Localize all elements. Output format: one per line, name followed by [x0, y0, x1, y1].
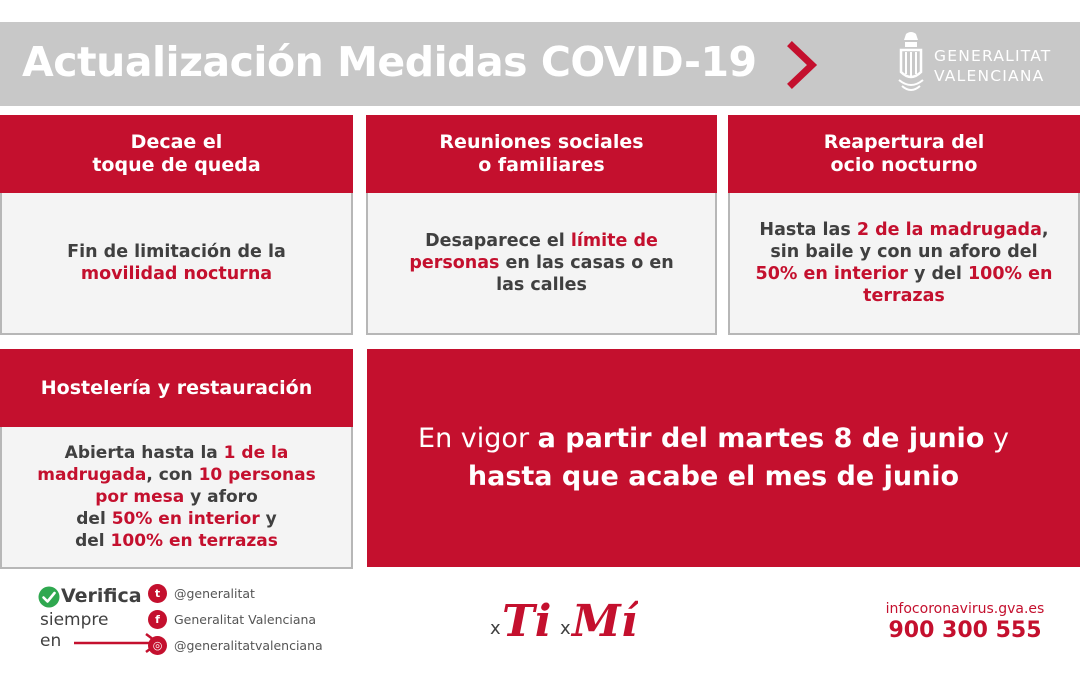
coat-of-arms-icon — [896, 30, 926, 96]
card-reuniones-sociales — [366, 115, 717, 335]
card-title: Decae el toque de queda — [0, 115, 353, 193]
validity-line-1: En vigor a partir del martes 8 de junio y — [418, 423, 1009, 454]
verify-block — [38, 585, 148, 655]
card-body-text — [67, 241, 286, 285]
generalitat-logo-text: GENERALITAT VALENCIANA — [934, 47, 1052, 85]
body-text: las calles — [496, 275, 587, 295]
highlight-text: 100% en terrazas — [110, 531, 278, 551]
card-body — [2, 193, 351, 333]
card-body-text — [409, 230, 673, 296]
highlight-text: 50% en interior — [755, 264, 908, 284]
header-banner — [0, 22, 1080, 106]
card-body — [2, 427, 351, 567]
social-handle: Generalitat Valenciana — [174, 611, 317, 627]
social-handle: @generalitat — [174, 585, 255, 601]
body-text: y — [259, 509, 277, 529]
body-text: del — [76, 509, 112, 529]
card-title: Reapertura del ocio nocturno — [728, 115, 1080, 193]
verify-siempre: siempre — [40, 610, 109, 630]
contact-phone[interactable]: 900 300 555 — [888, 618, 1042, 643]
body-text: en las casas o en — [499, 253, 674, 273]
social-facebook[interactable] — [148, 609, 348, 629]
generalitat-logo — [896, 30, 1066, 98]
twitter-icon: t — [148, 584, 167, 603]
body-text: del — [75, 531, 111, 551]
highlight-text: 50% en interior — [111, 509, 260, 529]
verify-en: en — [40, 631, 62, 651]
body-text: y aforo — [184, 487, 258, 507]
body-text: , — [1041, 220, 1049, 240]
card-body — [368, 193, 715, 333]
highlight-text: 10 personas — [198, 465, 316, 485]
highlight-text: 100% en — [967, 264, 1053, 284]
highlight-text: límite de — [570, 231, 658, 251]
campaign-x2: x — [560, 618, 571, 639]
card-body-text — [37, 442, 315, 552]
social-twitter[interactable] — [148, 583, 348, 603]
page-title: Actualización Medidas COVID-19 — [22, 38, 757, 86]
body-text: y del — [907, 264, 968, 284]
card-ocio-nocturno — [728, 115, 1080, 335]
social-handle: @generalitatvalenciana — [174, 637, 323, 653]
facebook-icon: f — [148, 610, 167, 629]
body-text: Fin de limitación de la — [67, 242, 286, 262]
check-circle-icon — [38, 586, 60, 608]
campaign-x1: x — [490, 618, 501, 639]
campaign-mi: Mí — [572, 596, 638, 647]
card-title: Hostelería y restauración — [0, 349, 353, 427]
campaign-ti: Ti — [502, 596, 552, 647]
card-hosteleria — [0, 349, 353, 569]
highlight-text: personas — [409, 253, 500, 273]
campaign-logo — [488, 588, 638, 650]
body-text: Desaparece el — [425, 231, 571, 251]
chevron-right-icon — [786, 40, 820, 90]
verify-label: Verifica — [61, 585, 142, 607]
card-toque-de-queda — [0, 115, 353, 335]
contact-url-link[interactable]: infocoronavirus.gva.es — [885, 601, 1045, 617]
card-body — [730, 193, 1078, 333]
social-instagram[interactable] — [148, 635, 348, 655]
instagram-icon: ◎ — [148, 636, 167, 655]
body-text: , con — [146, 465, 199, 485]
validity-line-2: hasta que acabe el mes de junio — [467, 461, 960, 492]
card-title: Reuniones sociales o familiares — [366, 115, 717, 193]
body-text: Abierta hasta la — [64, 443, 224, 463]
body-text: Hasta las — [759, 220, 857, 240]
body-text: sin baile y con un aforo del — [770, 242, 1038, 262]
highlight-text: movilidad nocturna — [80, 264, 273, 284]
highlight-text: 2 de la madrugada — [856, 220, 1042, 240]
validity-banner — [367, 349, 1080, 567]
highlight-text: madrugada — [37, 465, 147, 485]
card-body-text — [756, 219, 1053, 307]
highlight-text: 1 de la — [223, 443, 289, 463]
highlight-text: por mesa — [95, 487, 185, 507]
highlight-text: terrazas — [863, 286, 945, 306]
